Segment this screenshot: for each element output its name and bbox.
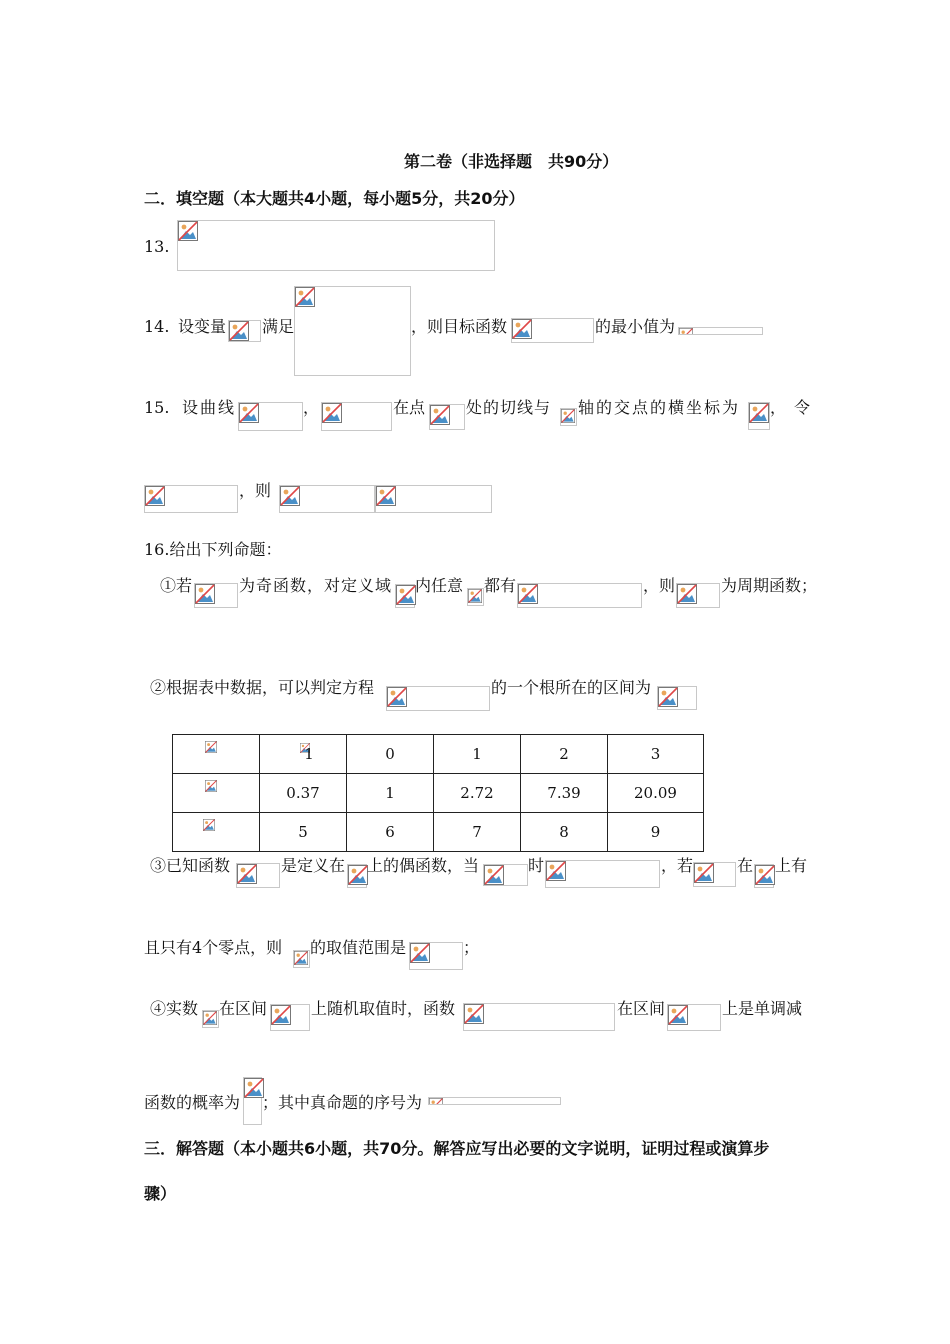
- broken-image-icon: [387, 687, 407, 707]
- broken-image-icon: [294, 951, 308, 965]
- table-cell: 1: [434, 735, 521, 774]
- q16-p3-k-image: [293, 950, 310, 968]
- broken-image-icon: [205, 741, 217, 753]
- q14-number: 14.: [144, 317, 170, 336]
- table-cell: 2.72: [434, 774, 521, 813]
- section-title: 第二卷（非选择题 共90分）: [404, 152, 619, 171]
- broken-image-icon: [178, 221, 198, 241]
- q15-number: 15.: [144, 398, 170, 417]
- broken-image-icon: [322, 403, 342, 423]
- q15-text: ，令: [770, 398, 819, 417]
- q15-domain-image: [321, 402, 392, 431]
- q16-p4-text: 函数的概率为: [144, 1093, 241, 1112]
- q16-p3-r2-image: [754, 864, 774, 888]
- q14-constraints-image: [294, 286, 411, 376]
- broken-image-icon: [410, 943, 430, 963]
- q15-point-image: [429, 404, 465, 430]
- table-cell: 2: [521, 735, 608, 774]
- broken-image-icon: [348, 865, 368, 885]
- broken-image-icon: [430, 405, 450, 425]
- q16-p4-interval-image: [270, 1004, 310, 1031]
- broken-image-icon: [195, 584, 215, 604]
- q16-p1-eq-image: [517, 583, 642, 608]
- q16-p3-text: 时: [528, 856, 545, 875]
- q16-p3-text: ③已知函数: [150, 856, 231, 875]
- table-cell: 3: [608, 735, 704, 774]
- table-cell: [173, 774, 260, 813]
- table-cell: [173, 735, 260, 774]
- q14-text: ，则目标函数: [411, 317, 508, 336]
- answer-heading-cont: 骤）: [144, 1184, 177, 1203]
- q14-vars-image: [228, 320, 261, 342]
- broken-image-icon: [237, 864, 257, 884]
- q14-text: 设变量: [178, 317, 227, 336]
- q15-result-image: [375, 485, 492, 513]
- q16-p1-text: ①若: [160, 576, 193, 595]
- table-row: [173, 735, 704, 774]
- broken-image-icon: [244, 1078, 264, 1098]
- table-cell: 7.39: [521, 774, 608, 813]
- broken-image-icon: [561, 409, 575, 423]
- q15-xn-image: [748, 402, 770, 430]
- q13-formula-image: [177, 220, 495, 271]
- q16-p1-text: 都有: [484, 576, 517, 595]
- broken-image-icon: [145, 486, 165, 506]
- broken-image-icon: [464, 1004, 484, 1024]
- broken-image-icon: [429, 1098, 443, 1105]
- q16-p4-text: 上随机取值时，函数: [311, 999, 456, 1018]
- q15-text: ，: [303, 398, 320, 417]
- q16-p1-text: 为奇函数，对定义域: [239, 576, 393, 595]
- q16-p1-text: 内任意: [415, 576, 464, 595]
- answer-heading: 三．解答题（本小题共6小题，共70分。解答应写出必要的文字说明，证明过程或演算步: [144, 1139, 770, 1158]
- broken-image-icon: [229, 321, 249, 341]
- broken-image-icon: [205, 780, 217, 792]
- q14-answer-image: [678, 327, 763, 335]
- broken-image-icon: [512, 319, 532, 339]
- broken-image-icon: [677, 584, 697, 604]
- broken-image-icon: [396, 585, 416, 605]
- q16-p2-text: ②根据表中数据，可以判定方程: [150, 678, 375, 697]
- broken-image-icon: [203, 1011, 217, 1025]
- q16-p3-text: 且只有4个零点，则: [144, 938, 283, 957]
- q16-p3-r-image: [347, 864, 367, 888]
- q16-p4-func-image: [463, 1003, 615, 1031]
- broken-image-icon: [679, 328, 693, 335]
- q15-an-image: [144, 485, 238, 513]
- table-cell: 20.09: [608, 774, 704, 813]
- q16-answer-image: [428, 1097, 561, 1105]
- q16-p3-range-image: [409, 942, 463, 970]
- q15-text: 轴的交点的横坐标为: [578, 398, 741, 417]
- q16-p4-text: 在区间: [219, 999, 268, 1018]
- q16-p1-r-image: [395, 584, 415, 608]
- broken-image-icon: [468, 589, 482, 603]
- broken-image-icon: [280, 486, 300, 506]
- table-cell: [173, 813, 260, 852]
- table-cell: 5: [260, 813, 347, 852]
- q14-text: 的最小值为: [595, 317, 676, 336]
- q15-text: 设曲线: [182, 398, 237, 417]
- q16-p2-eq-image: [386, 686, 490, 711]
- q15-sum-image: [279, 485, 375, 513]
- q16-p2-interval-image: [657, 686, 697, 710]
- q16-p3-text: 上的偶函数，当: [367, 856, 480, 875]
- q16-p3-g-image: [693, 862, 736, 887]
- q16-p4-a-image: [202, 1010, 219, 1028]
- table-cell: 0.37: [260, 774, 347, 813]
- broken-image-icon: [376, 486, 396, 506]
- q15-text: ，则: [239, 481, 272, 500]
- data-table: [172, 734, 704, 852]
- table-cell: 1: [347, 774, 434, 813]
- broken-image-icon: [668, 1005, 688, 1025]
- broken-image-icon: [199, 819, 219, 831]
- table-row: [173, 774, 704, 813]
- q16-p1-f-image: [194, 583, 238, 608]
- broken-image-icon: [295, 287, 315, 307]
- broken-image-icon: [694, 863, 714, 883]
- table-cell: 6: [347, 813, 434, 852]
- q16-p4-text: ④实数: [150, 999, 199, 1018]
- q16-intro: 16.给出下列命题：: [144, 540, 282, 559]
- table-cell: 7: [434, 813, 521, 852]
- q16-p1-text: ，则: [643, 576, 676, 595]
- q16-p3-text: 的取值范围是: [310, 938, 407, 957]
- broken-image-icon: [749, 403, 769, 423]
- q16-p1-text: 为周期函数；: [721, 576, 818, 595]
- broken-image-icon: [518, 584, 538, 604]
- broken-image-icon: [271, 1005, 291, 1025]
- q16-p3-text: 是定义在: [281, 856, 346, 875]
- q16-p4-text: ；其中真命题的序号为: [262, 1093, 423, 1112]
- q16-p3-def-image: [545, 860, 660, 888]
- q16-p3-text: 上有: [775, 856, 808, 875]
- q15-text: 在点: [393, 398, 426, 417]
- q16-p4-text: 上是单调减: [722, 999, 803, 1018]
- table-row: [173, 813, 704, 852]
- broken-image-icon: [755, 865, 775, 885]
- broken-image-icon: [546, 861, 566, 881]
- q16-p3-f-image: [236, 863, 280, 888]
- q16-p3-text: ；: [463, 938, 480, 957]
- q16-p3-text: ，若: [661, 856, 694, 875]
- q16-p4-prob-image: [243, 1077, 262, 1125]
- broken-image-icon: [484, 865, 504, 885]
- q16-p4-text: 在区间: [617, 999, 666, 1018]
- table-cell: 8: [521, 813, 608, 852]
- q16-p2-text: 的一个根所在的区间为: [491, 678, 652, 697]
- q16-p3-text: 在: [737, 856, 754, 875]
- table-cell: 0: [347, 735, 434, 774]
- broken-image-icon: [658, 687, 678, 707]
- q16-p4-interval2-image: [667, 1004, 721, 1031]
- fill-blank-heading: 二．填空题（本大题共4小题，每小题5分，共20分）: [144, 189, 525, 208]
- q16-p1-f2-image: [676, 583, 720, 608]
- q15-text: 处的切线与: [466, 398, 552, 417]
- q14-text: 满足: [262, 317, 295, 336]
- q16-p3-cond-image: [483, 864, 528, 886]
- table-cell: 9: [608, 813, 704, 852]
- q14-objective-image: [511, 318, 594, 343]
- q16-p1-x-image: [467, 588, 484, 606]
- q15-curve-image: [238, 402, 303, 431]
- q13-number: 13.: [144, 237, 170, 256]
- broken-image-icon: [239, 403, 259, 423]
- q15-axis-image: [560, 408, 577, 426]
- table-cell: 1: [260, 735, 347, 774]
